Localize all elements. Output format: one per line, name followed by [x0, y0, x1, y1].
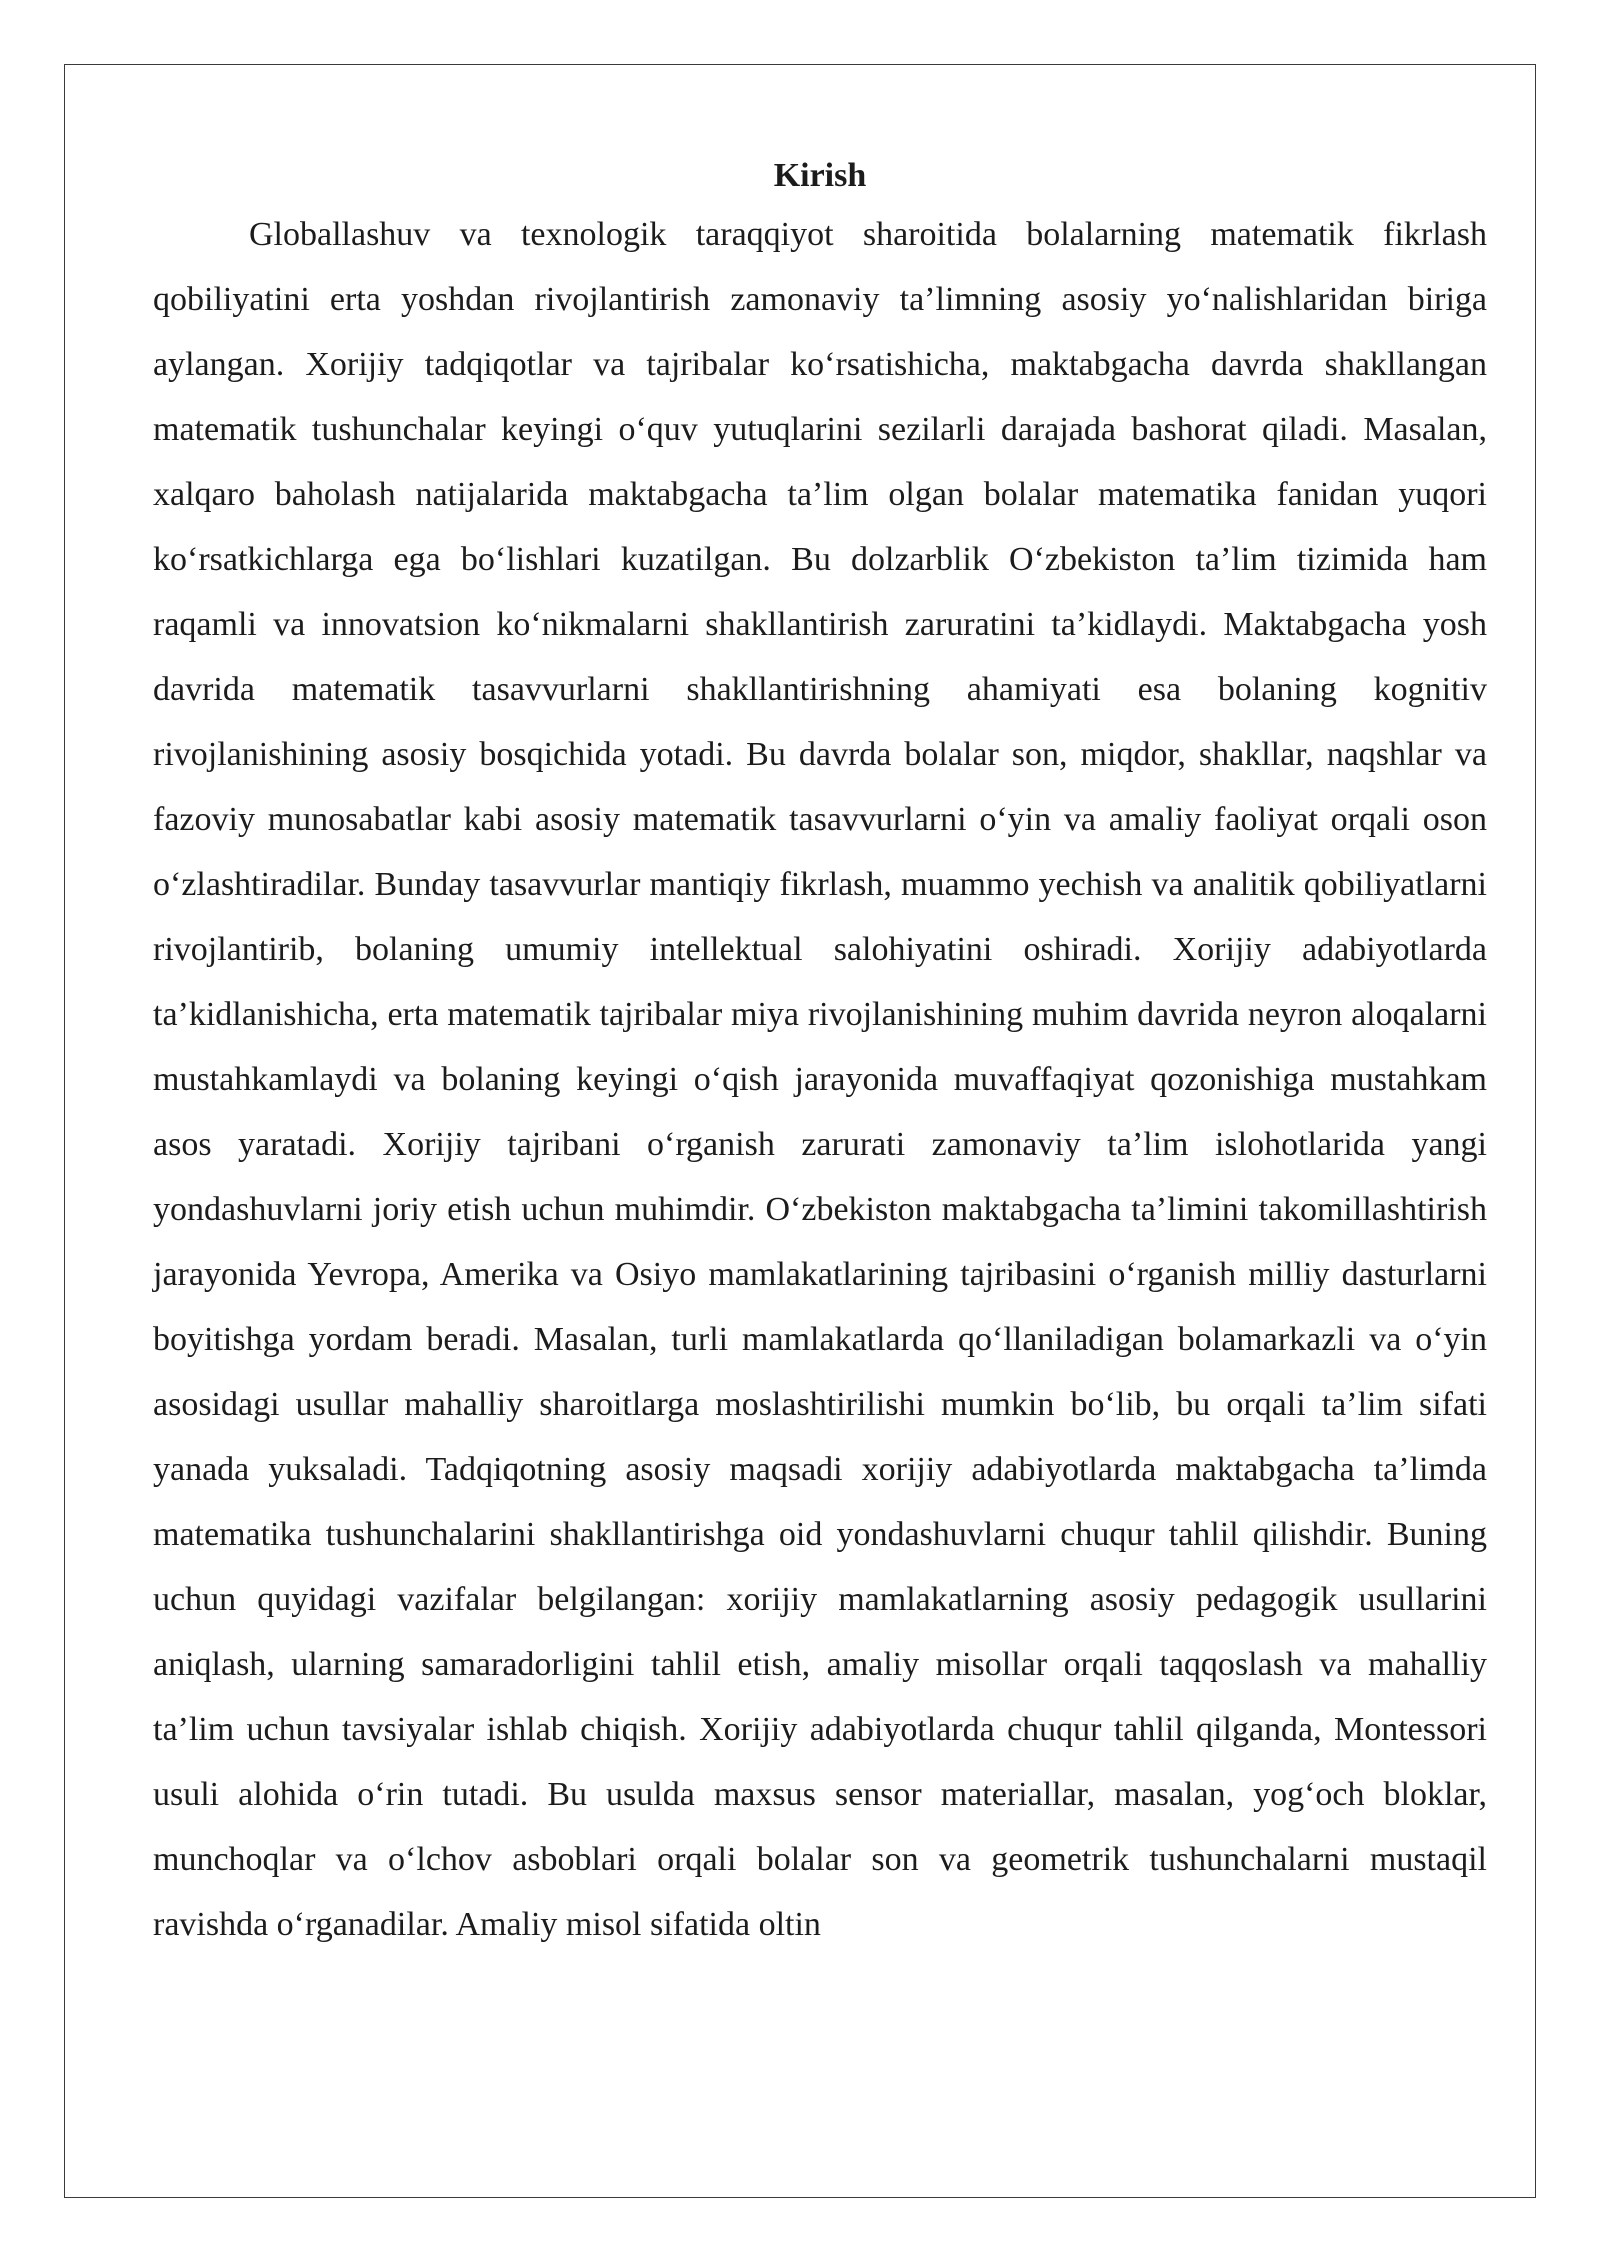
body-paragraph: Globallashuv va texnologik taraqqiyot sharoitida bolalarning matematik fikrlash qobiliyatini erta yoshdan rivojlantirish zamonaviy ta’limning asosiy yo‘nalishlaridan biriga aylangan. Xorijiy tadqiqotlar va tajribalar ko‘rsatishicha, maktabgacha davrda shakllangan matematik tushunchalar keyingi o‘quv yutuqlarini sezilarli darajada bashorat qiladi. Masalan, xalqaro baholash natijalarida maktabgacha ta’lim olgan bolalar matematika fanidan yuqori ko‘rsatkichlarga ega bo‘lishlari kuzatilgan. Bu dolzarblik O‘zbekiston ta’lim tizimida ham raqamli va innovatsion ko‘nikmalarni shakllantirish zaruratini ta’kidlaydi. Maktabgacha yosh davrida matematik tasavvurlarni shakllantirishning ahamiyati esa bolaning kognitiv rivojlanishining asosiy bosqichida yotadi. Bu davrda bolalar son, miqdor, shakllar, naqshlar va fazoviy munosabatlar kabi asosiy matematik tasavvurlarni o‘yin va amaliy faoliyat orqali oson o‘zlashtiradilar. Bunday tasavvurlar mantiqiy fikrlash, muammo yechish va analitik qobiliyatlarni rivojlantirib, bolaning umumiy intellektual salohiyatini oshiradi. Xorijiy adabiyotlarda ta’kidlanishicha, erta matematik tajribalar miya rivojlanishining muhim davrida neyron aloqalarni mustahkamlaydi va bolaning keyingi o‘qish jarayonida muvaffaqiyat qozonishiga mustahkam asos yaratadi. Xorijiy tajribani o‘rganish zarurati zamonaviy ta’lim islohotlarida yangi yondashuvlarni joriy etish uchun muhimdir. O‘zbekiston maktabgacha ta’limini takomillashtirish jarayonida Yevropa, Amerika va Osiyo mamlakatlarining tajribasini o‘rganish milliy dasturlarni boyitishga yordam beradi. Masalan, turli mamlakatlarda qo‘llaniladigan bolamarkazli va o‘yin asosidagi usullar mahalliy sharoitlarga moslashtirilishi mumkin bo‘lib, bu orqali ta’lim sifati yanada yuksaladi. Tadqiqotning asosiy maqsadi xorijiy adabiyotlarda maktabgacha ta’limda matematika tushunchalarini shakllantirishga oid yondashuvlarni chuqur tahlil qilishdir. Buning uchun quyidagi vazifalar belgilangan: xorijiy mamlakatlarning asosiy pedagogik usullarini aniqlash, ularning samaradorligini tahlil etish, amaliy misollar orqali taqqoslash va mahalliy ta’lim uchun tavsiyalar ishlab chiqish. Xorijiy adabiyotlarda chuqur tahlil qilganda, Montessori usuli alohida o‘rin tutadi. Bu usulda maxsus sensor materiallar, masalan, yog‘och bloklar, munchoqlar va o‘lchov asboblari orqali bolalar son va geometrik tushunchalarni mustaqil ravishda o‘rganadilar. Amaliy misol sifatida oltin: [153, 216, 1487, 1943]
document-body: [153, 150, 1487, 1957]
document-title: Kirish: [773, 157, 867, 194]
